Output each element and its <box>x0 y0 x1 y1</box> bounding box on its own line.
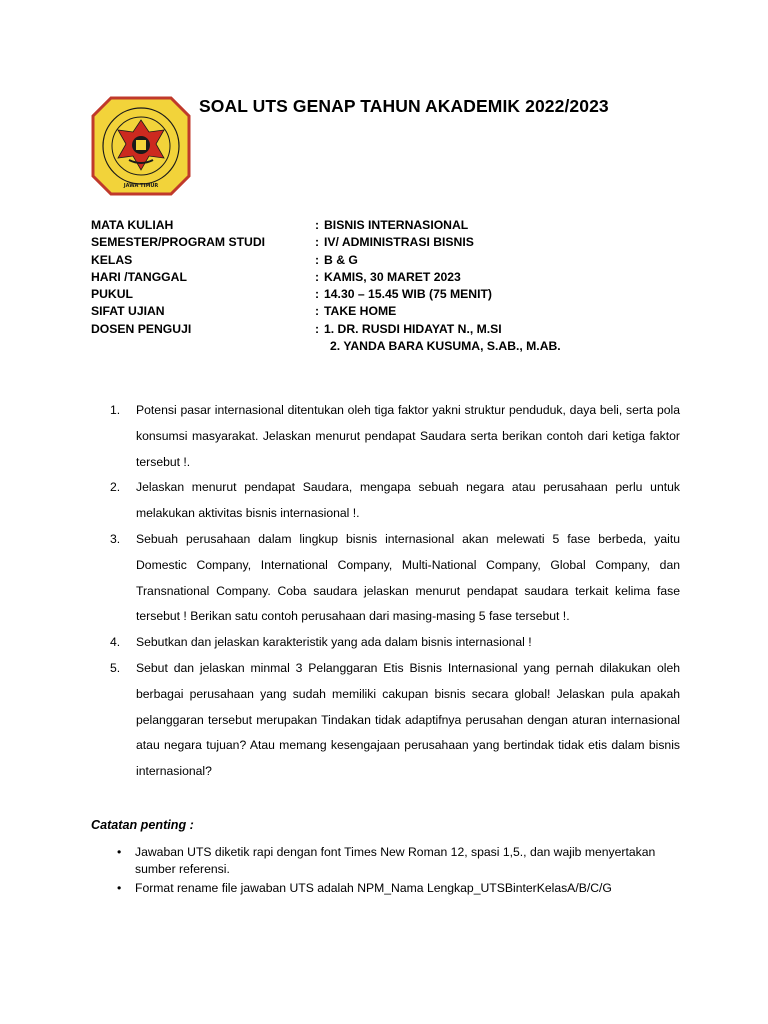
notes-item <box>117 844 682 878</box>
info-row-tanggal <box>91 270 691 287</box>
question-item <box>110 475 680 527</box>
question-number: 3. <box>110 531 121 546</box>
bullet-icon: • <box>117 881 122 895</box>
info-value: B & G <box>324 252 358 267</box>
info-row-mata-kuliah <box>91 218 691 235</box>
info-colon: : <box>315 304 320 319</box>
question-text: Potensi pasar internasional ditentukan oleh tiga faktor yakni struktur penduduk, daya beli, serta pola konsumsi masyarakat. Jelaskan menurut pendapat Saudara serta berikan contoh dari ketiga faktor tersebut !. <box>136 403 680 469</box>
info-colon: : <box>315 218 320 232</box>
question-item <box>110 398 680 475</box>
question-text: Jelaskan menurut pendapat Saudara, mengapa sebuah negara atau perusahaan perlu untuk melakukan aktivitas bisnis internasional !. <box>136 480 680 521</box>
question-text: Sebuah perusahaan dalam lingkup bisnis internasional akan melewati 5 fase berbeda, yaitu Domestic Company, International Company, Multi-National Company, Global Company, dan Transnational Company. Coba saudara jelaskan menurut pendapat saudara terkait kelima fase tersebut ! Berikan satu contoh perusahaan dari masing-masing 5 fase tersebut !. <box>136 531 680 624</box>
info-value: TAKE HOME <box>324 304 397 319</box>
info-value: IV/ ADMINISTRASI BISNIS <box>324 235 474 250</box>
info-label: KELAS <box>91 252 133 267</box>
university-logo <box>89 94 193 198</box>
info-value: BISNIS INTERNASIONAL <box>324 218 469 232</box>
svg-text:JAWA TIMUR: JAWA TIMUR <box>123 183 159 189</box>
notes-list <box>117 844 682 899</box>
info-value: 2. YANDA BARA KUSUMA, S.AB., M.AB. <box>330 339 561 354</box>
question-number: 4. <box>110 635 121 650</box>
question-text: Sebutkan dan jelaskan karakteristik yang ada dalam bisnis internasional ! <box>136 635 532 650</box>
info-label: SEMESTER/PROGRAM STUDI <box>91 235 266 250</box>
bullet-icon: • <box>117 845 122 859</box>
question-number: 1. <box>110 403 121 417</box>
info-colon: : <box>315 235 320 250</box>
info-colon: : <box>315 287 320 302</box>
info-label: SIFAT UJIAN <box>91 304 165 319</box>
info-row-semester <box>91 235 691 252</box>
info-row-dosen <box>91 322 691 339</box>
info-colon: : <box>315 252 320 267</box>
info-colon: : <box>315 321 320 336</box>
info-row-kelas <box>91 253 691 270</box>
info-value: 14.30 – 15.45 WIB (75 MENIT) <box>324 287 492 302</box>
question-item <box>110 656 680 785</box>
question-list <box>110 398 680 785</box>
notes-text: Format rename file jawaban UTS adalah NPM_Nama Lengkap_UTSBinterKelasA/B/C/G <box>135 881 612 895</box>
exam-info <box>91 218 691 356</box>
info-colon: : <box>315 269 320 284</box>
info-label: DOSEN PENGUJI <box>91 321 192 336</box>
info-label: PUKUL <box>91 287 133 302</box>
question-number: 2. <box>110 480 121 495</box>
info-row-dosen-2 <box>91 339 691 356</box>
info-label: HARI /TANGGAL <box>91 269 187 284</box>
notes-item <box>117 880 682 897</box>
info-value: KAMIS, 30 MARET 2023 <box>324 269 461 284</box>
question-item <box>110 630 680 656</box>
notes-title: Catatan penting : <box>91 818 194 832</box>
info-label: MATA KULIAH <box>91 218 174 232</box>
question-item <box>110 527 680 630</box>
info-row-sifat-ujian <box>91 304 691 321</box>
info-value: 1. DR. RUSDI HIDAYAT N., M.SI <box>324 321 502 336</box>
page-title: SOAL UTS GENAP TAHUN AKADEMIK 2022/2023 <box>199 96 609 116</box>
question-number: 5. <box>110 660 121 675</box>
question-text: Sebut dan jelaskan minmal 3 Pelanggaran Etis Bisnis Internasional yang pernah dilakukan oleh berbagai perusahaan yang sudah memiliki cakupan bisnis secara global! Jelaskan pula apakah pelanggaran tersebut merupakan Tindakan tidak adaptifnya perusahan dengan aturan internasional atau negara tujuan? Atau memang kesengajaan perusahaan yang bertindak tidak etis dalam bisnis internasional? <box>136 660 680 779</box>
notes-text: Jawaban UTS diketik rapi dengan font Times New Roman 12, spasi 1,5., dan wajib menyertakan sumber referensi. <box>135 845 656 876</box>
info-row-pukul <box>91 287 691 304</box>
